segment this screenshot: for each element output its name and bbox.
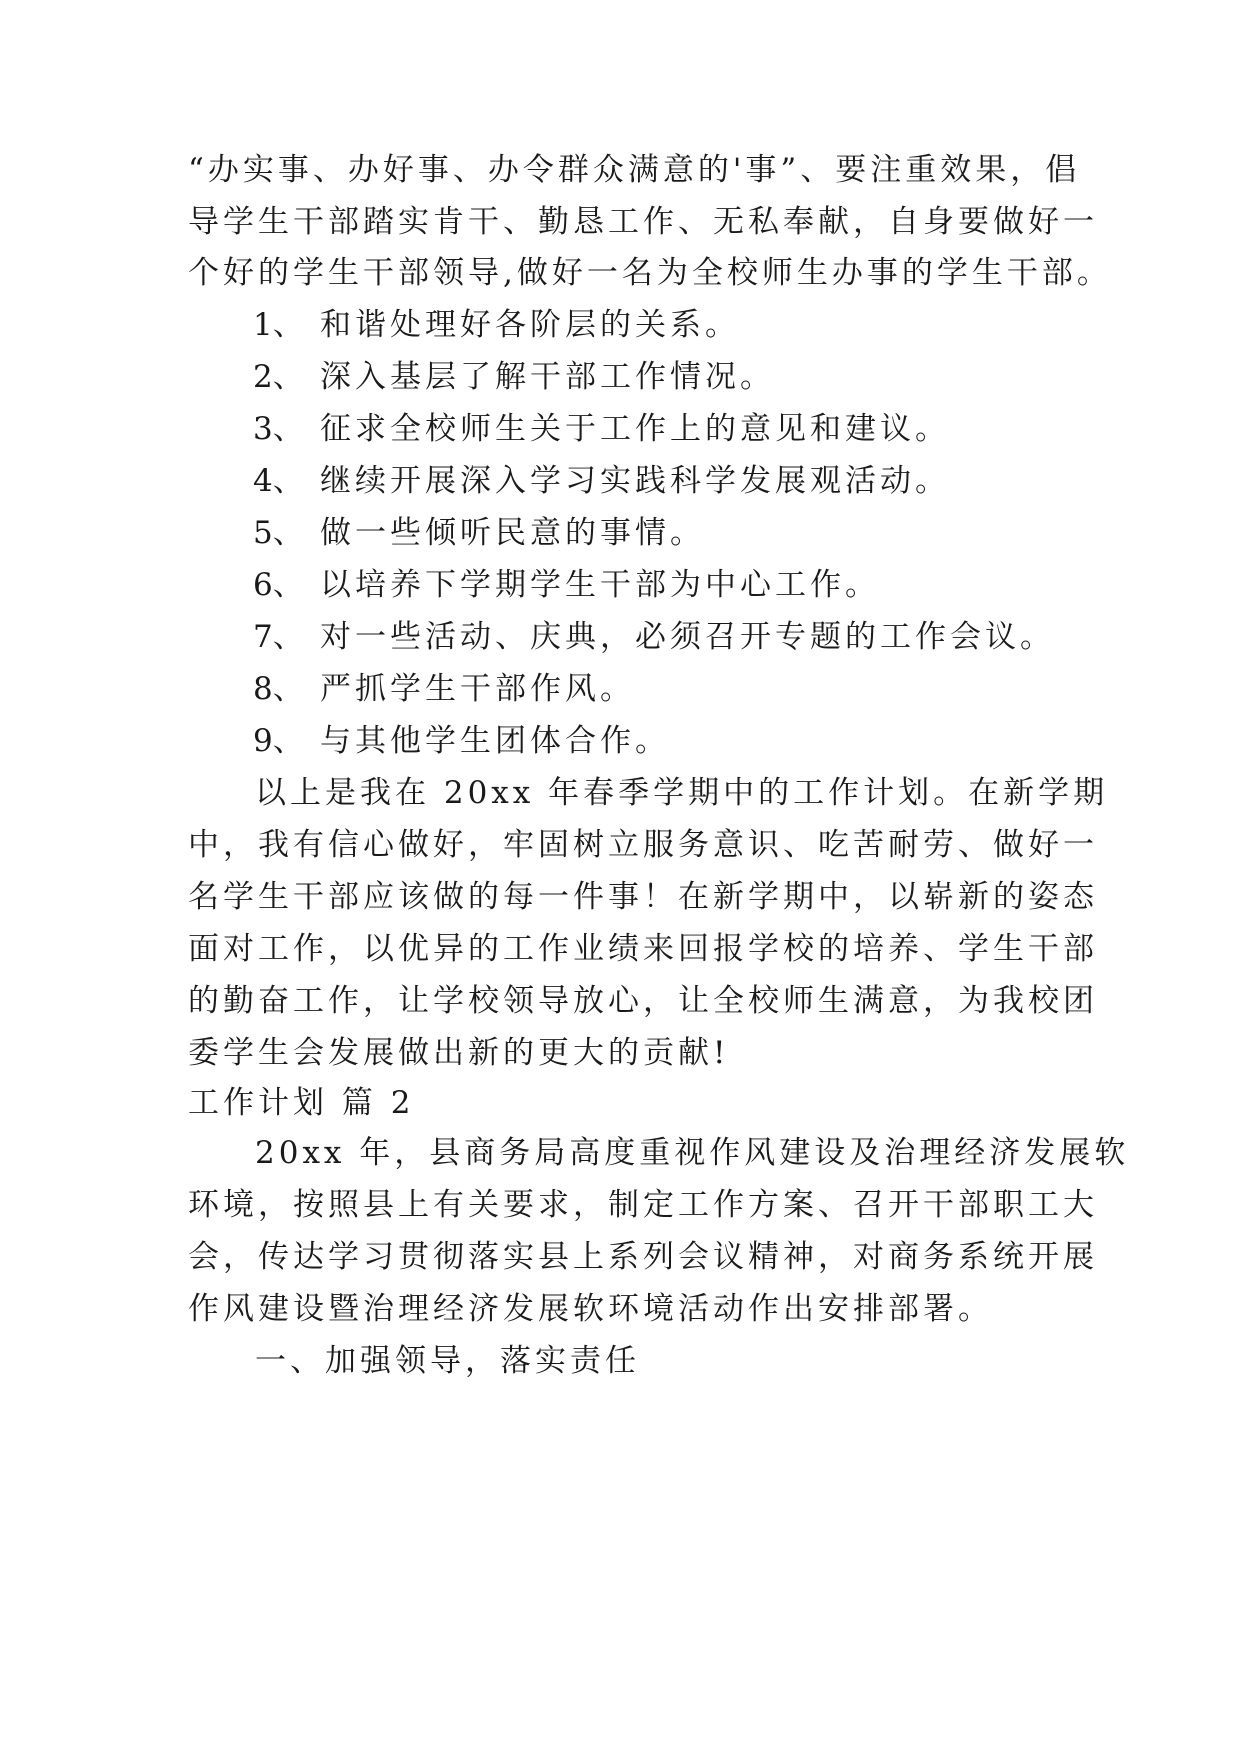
list-item-text: 深入基层了解干部工作情况。 [320,359,775,395]
list-item-text: 与其他学生团体合作。 [320,723,670,759]
list-item-number: 5、 [253,515,304,551]
section-heading: 工作计划 篇 2 [188,1085,415,1121]
list-item-text: 对一些活动、庆典，必须召开专题的工作会议。 [320,619,1055,655]
list-item-text: 以培养下学期学生干部为中心工作。 [320,567,880,603]
paragraph-line: 中，我有信心做好，牢固树立服务意识、吃苦耐劳、做好一 [188,827,1098,863]
list-item-text: 继续开展深入学习实践科学发展观活动。 [320,463,950,499]
list-item-number: 4、 [253,463,304,499]
paragraph-line: 名学生干部应该做的每一件事！在新学期中，以崭新的姿态 [188,879,1098,915]
paragraph-line: 会，传达学习贯彻落实县上系列会议精神，对商务系统开展 [188,1239,1098,1275]
list-item-text: 和谐处理好各阶层的关系。 [320,307,740,343]
list-item-text: 做一些倾听民意的事情。 [320,515,705,551]
paragraph-line: 个好的学生干部领导,做好一名为全校师生办事的学生干部。 [188,255,1112,291]
list-item-number: 6、 [253,567,304,603]
paragraph-line: 的勤奋工作，让学校领导放心，让全校师生满意，为我校团 [188,983,1098,1019]
list-item-number: 7、 [253,619,304,655]
paragraph-line: 20xx 年，县商务局高度重视作风建设及治理经济发展软 [255,1135,1130,1171]
paragraph-line: 面对工作，以优异的工作业绩来回报学校的培养、学生干部 [188,931,1098,967]
list-item-number: 1、 [253,307,304,343]
list-item-number: 3、 [253,411,304,447]
list-item-text: 严抓学生干部作风。 [320,671,635,707]
list-item-text: 征求全校师生关于工作上的意见和建议。 [320,411,950,447]
paragraph-line: 导学生干部踏实肯干、勤恳工作、无私奉献，自身要做好一 [188,204,1098,240]
paragraph-line: 以上是我在 20xx 年春季学期中的工作计划。在新学期 [255,775,1109,811]
paragraph-line: 作风建设暨治理经济发展软环境活动作出安排部署。 [188,1291,993,1327]
list-item-number: 8、 [253,671,304,707]
paragraph-line: “办实事、办好事、办令群众满意的'事”、要注重效果，倡 [188,152,1081,188]
paragraph-line: 委学生会发展做出新的更大的贡献! [188,1035,730,1071]
subheading: 一、加强领导，落实责任 [255,1343,640,1379]
list-item-number: 2、 [253,359,304,395]
list-item-number: 9、 [253,723,304,759]
paragraph-line: 环境，按照县上有关要求，制定工作方案、召开干部职工大 [188,1187,1098,1223]
